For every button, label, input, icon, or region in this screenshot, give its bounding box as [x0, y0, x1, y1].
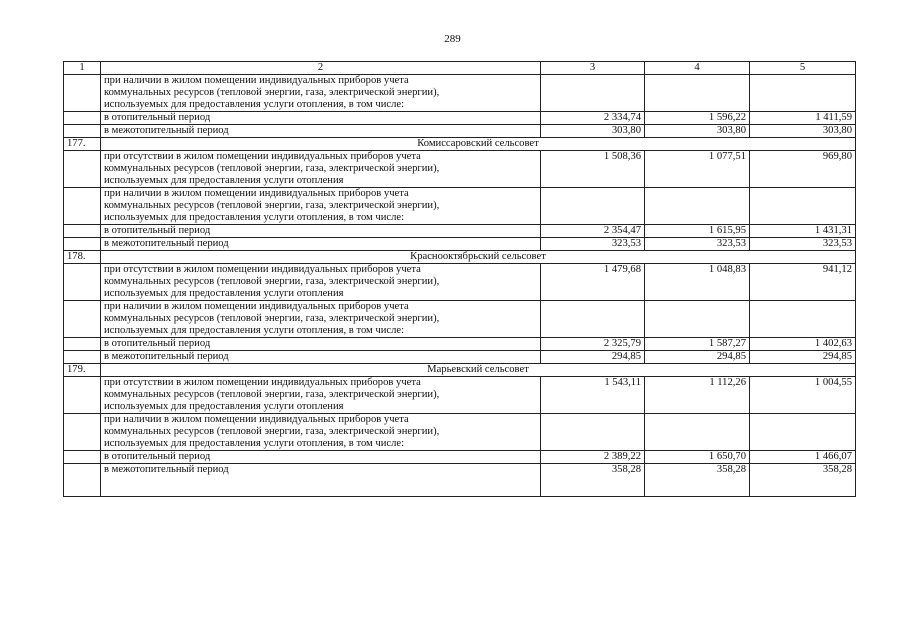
row-description: [101, 75, 541, 112]
description-line: используемых для предоставления услуги отопления, в том числе:: [104, 325, 405, 336]
value-col-3: [541, 301, 645, 338]
description-line: при отсутствии в жилом помещении индивидуальных приборов учета: [104, 264, 421, 275]
row-number: [64, 414, 101, 451]
row-number: [64, 125, 101, 138]
table-row: [64, 251, 856, 264]
table-row: [64, 464, 856, 497]
value-col-5: 941,12: [750, 264, 856, 301]
section-title: Марьевский сельсовет: [101, 364, 856, 377]
value-col-5: 323,53: [750, 238, 856, 251]
value-col-3: 323,53: [541, 238, 645, 251]
table-row: [64, 225, 856, 238]
table-row: [64, 364, 856, 377]
value-col-3: 2 389,22: [541, 451, 645, 464]
page-number: 289: [444, 33, 461, 45]
value-col-4: 1 650,70: [645, 451, 750, 464]
value-col-4: 358,28: [645, 464, 750, 497]
row-label: в межотопительный период: [101, 351, 541, 364]
header-col-5: 5: [750, 62, 856, 75]
value-col-4: 1 615,95: [645, 225, 750, 238]
value-col-5: 1 411,59: [750, 112, 856, 125]
value-col-3: [541, 188, 645, 225]
row-description: [101, 264, 541, 301]
value-col-3: 2 325,79: [541, 338, 645, 351]
row-label: в межотопительный период: [101, 464, 541, 497]
value-col-5: 358,28: [750, 464, 856, 497]
table-row: [64, 151, 856, 188]
value-col-4: 303,80: [645, 125, 750, 138]
row-description: [101, 377, 541, 414]
table-row: [64, 451, 856, 464]
row-number: [64, 301, 101, 338]
table-row: [64, 414, 856, 451]
row-label: в межотопительный период: [101, 238, 541, 251]
row-number: [64, 151, 101, 188]
description-line: при наличии в жилом помещении индивидуальных приборов учета: [104, 414, 409, 425]
row-number: [64, 188, 101, 225]
value-col-4: [645, 301, 750, 338]
row-number: [64, 351, 101, 364]
row-description: [101, 188, 541, 225]
row-label: в отопительный период: [101, 225, 541, 238]
description-line: коммунальных ресурсов (тепловой энергии, газа, электрической энергии),: [104, 163, 440, 174]
row-number: [64, 338, 101, 351]
value-col-4: 1 596,22: [645, 112, 750, 125]
row-number: [64, 75, 101, 112]
value-col-3: 358,28: [541, 464, 645, 497]
description-line: используемых для предоставления услуги отопления: [104, 401, 344, 412]
value-col-4: 1 112,26: [645, 377, 750, 414]
row-description: [101, 301, 541, 338]
value-col-5: [750, 188, 856, 225]
value-col-4: [645, 75, 750, 112]
header-col-4: 4: [645, 62, 750, 75]
row-number: [64, 112, 101, 125]
description-line: коммунальных ресурсов (тепловой энергии, газа, электрической энергии),: [104, 426, 440, 437]
value-col-3: [541, 414, 645, 451]
value-col-3: 1 508,36: [541, 151, 645, 188]
value-col-5: 969,80: [750, 151, 856, 188]
value-col-5: 303,80: [750, 125, 856, 138]
header-col-3: 3: [541, 62, 645, 75]
row-label: в отопительный период: [101, 112, 541, 125]
table-row: [64, 125, 856, 138]
row-description: [101, 414, 541, 451]
description-line: коммунальных ресурсов (тепловой энергии, газа, электрической энергии),: [104, 200, 440, 211]
value-col-3: 294,85: [541, 351, 645, 364]
value-col-3: [541, 75, 645, 112]
row-description: [101, 151, 541, 188]
value-col-5: 1 004,55: [750, 377, 856, 414]
description-line: используемых для предоставления услуги отопления: [104, 175, 344, 186]
description-line: коммунальных ресурсов (тепловой энергии, газа, электрической энергии),: [104, 276, 440, 287]
header-col-2: 2: [101, 62, 541, 75]
row-number: 177.: [64, 138, 101, 151]
description-line: при наличии в жилом помещении индивидуальных приборов учета: [104, 188, 409, 199]
row-number: [64, 238, 101, 251]
tariff-table: [63, 61, 856, 497]
description-line: используемых для предоставления услуги отопления, в том числе:: [104, 212, 405, 223]
description-line: при отсутствии в жилом помещении индивидуальных приборов учета: [104, 151, 421, 162]
table-row: [64, 377, 856, 414]
table-body: [64, 75, 856, 497]
row-number: 178.: [64, 251, 101, 264]
header-col-1: 1: [64, 62, 101, 75]
description-line: коммунальных ресурсов (тепловой энергии, газа, электрической энергии),: [104, 313, 440, 324]
row-number: [64, 464, 101, 497]
description-line: при наличии в жилом помещении индивидуальных приборов учета: [104, 75, 409, 86]
row-number: [64, 264, 101, 301]
description-line: используемых для предоставления услуги отопления, в том числе:: [104, 99, 405, 110]
row-number: [64, 377, 101, 414]
value-col-4: 294,85: [645, 351, 750, 364]
table-row: [64, 351, 856, 364]
table-row: [64, 138, 856, 151]
value-col-5: [750, 301, 856, 338]
value-col-5: [750, 75, 856, 112]
value-col-4: [645, 414, 750, 451]
value-col-3: 303,80: [541, 125, 645, 138]
value-col-5: [750, 414, 856, 451]
description-line: при наличии в жилом помещении индивидуальных приборов учета: [104, 301, 409, 312]
value-col-3: 1 479,68: [541, 264, 645, 301]
row-label: в отопительный период: [101, 338, 541, 351]
value-col-4: 1 077,51: [645, 151, 750, 188]
table-row: [64, 264, 856, 301]
value-col-5: 1 431,31: [750, 225, 856, 238]
value-col-4: 323,53: [645, 238, 750, 251]
value-col-4: 1 587,27: [645, 338, 750, 351]
description-line: при отсутствии в жилом помещении индивидуальных приборов учета: [104, 377, 421, 388]
row-label: в межотопительный период: [101, 125, 541, 138]
section-title: Комиссаровский сельсовет: [101, 138, 856, 151]
description-line: коммунальных ресурсов (тепловой энергии, газа, электрической энергии),: [104, 87, 440, 98]
header-row: [64, 62, 856, 75]
value-col-3: 2 354,47: [541, 225, 645, 238]
table-row: [64, 301, 856, 338]
table-row: [64, 75, 856, 112]
value-col-5: 1 466,07: [750, 451, 856, 464]
table-row: [64, 188, 856, 225]
table-row: [64, 238, 856, 251]
value-col-5: 294,85: [750, 351, 856, 364]
value-col-4: [645, 188, 750, 225]
value-col-4: 1 048,83: [645, 264, 750, 301]
value-col-3: 2 334,74: [541, 112, 645, 125]
row-number: 179.: [64, 364, 101, 377]
description-line: коммунальных ресурсов (тепловой энергии, газа, электрической энергии),: [104, 389, 440, 400]
row-number: [64, 225, 101, 238]
value-col-5: 1 402,63: [750, 338, 856, 351]
row-number: [64, 451, 101, 464]
section-title: Краснооктябрьский сельсовет: [101, 251, 856, 264]
description-line: используемых для предоставления услуги отопления: [104, 288, 344, 299]
value-col-3: 1 543,11: [541, 377, 645, 414]
table-row: [64, 112, 856, 125]
row-label: в отопительный период: [101, 451, 541, 464]
table-row: [64, 338, 856, 351]
description-line: используемых для предоставления услуги отопления, в том числе:: [104, 438, 405, 449]
